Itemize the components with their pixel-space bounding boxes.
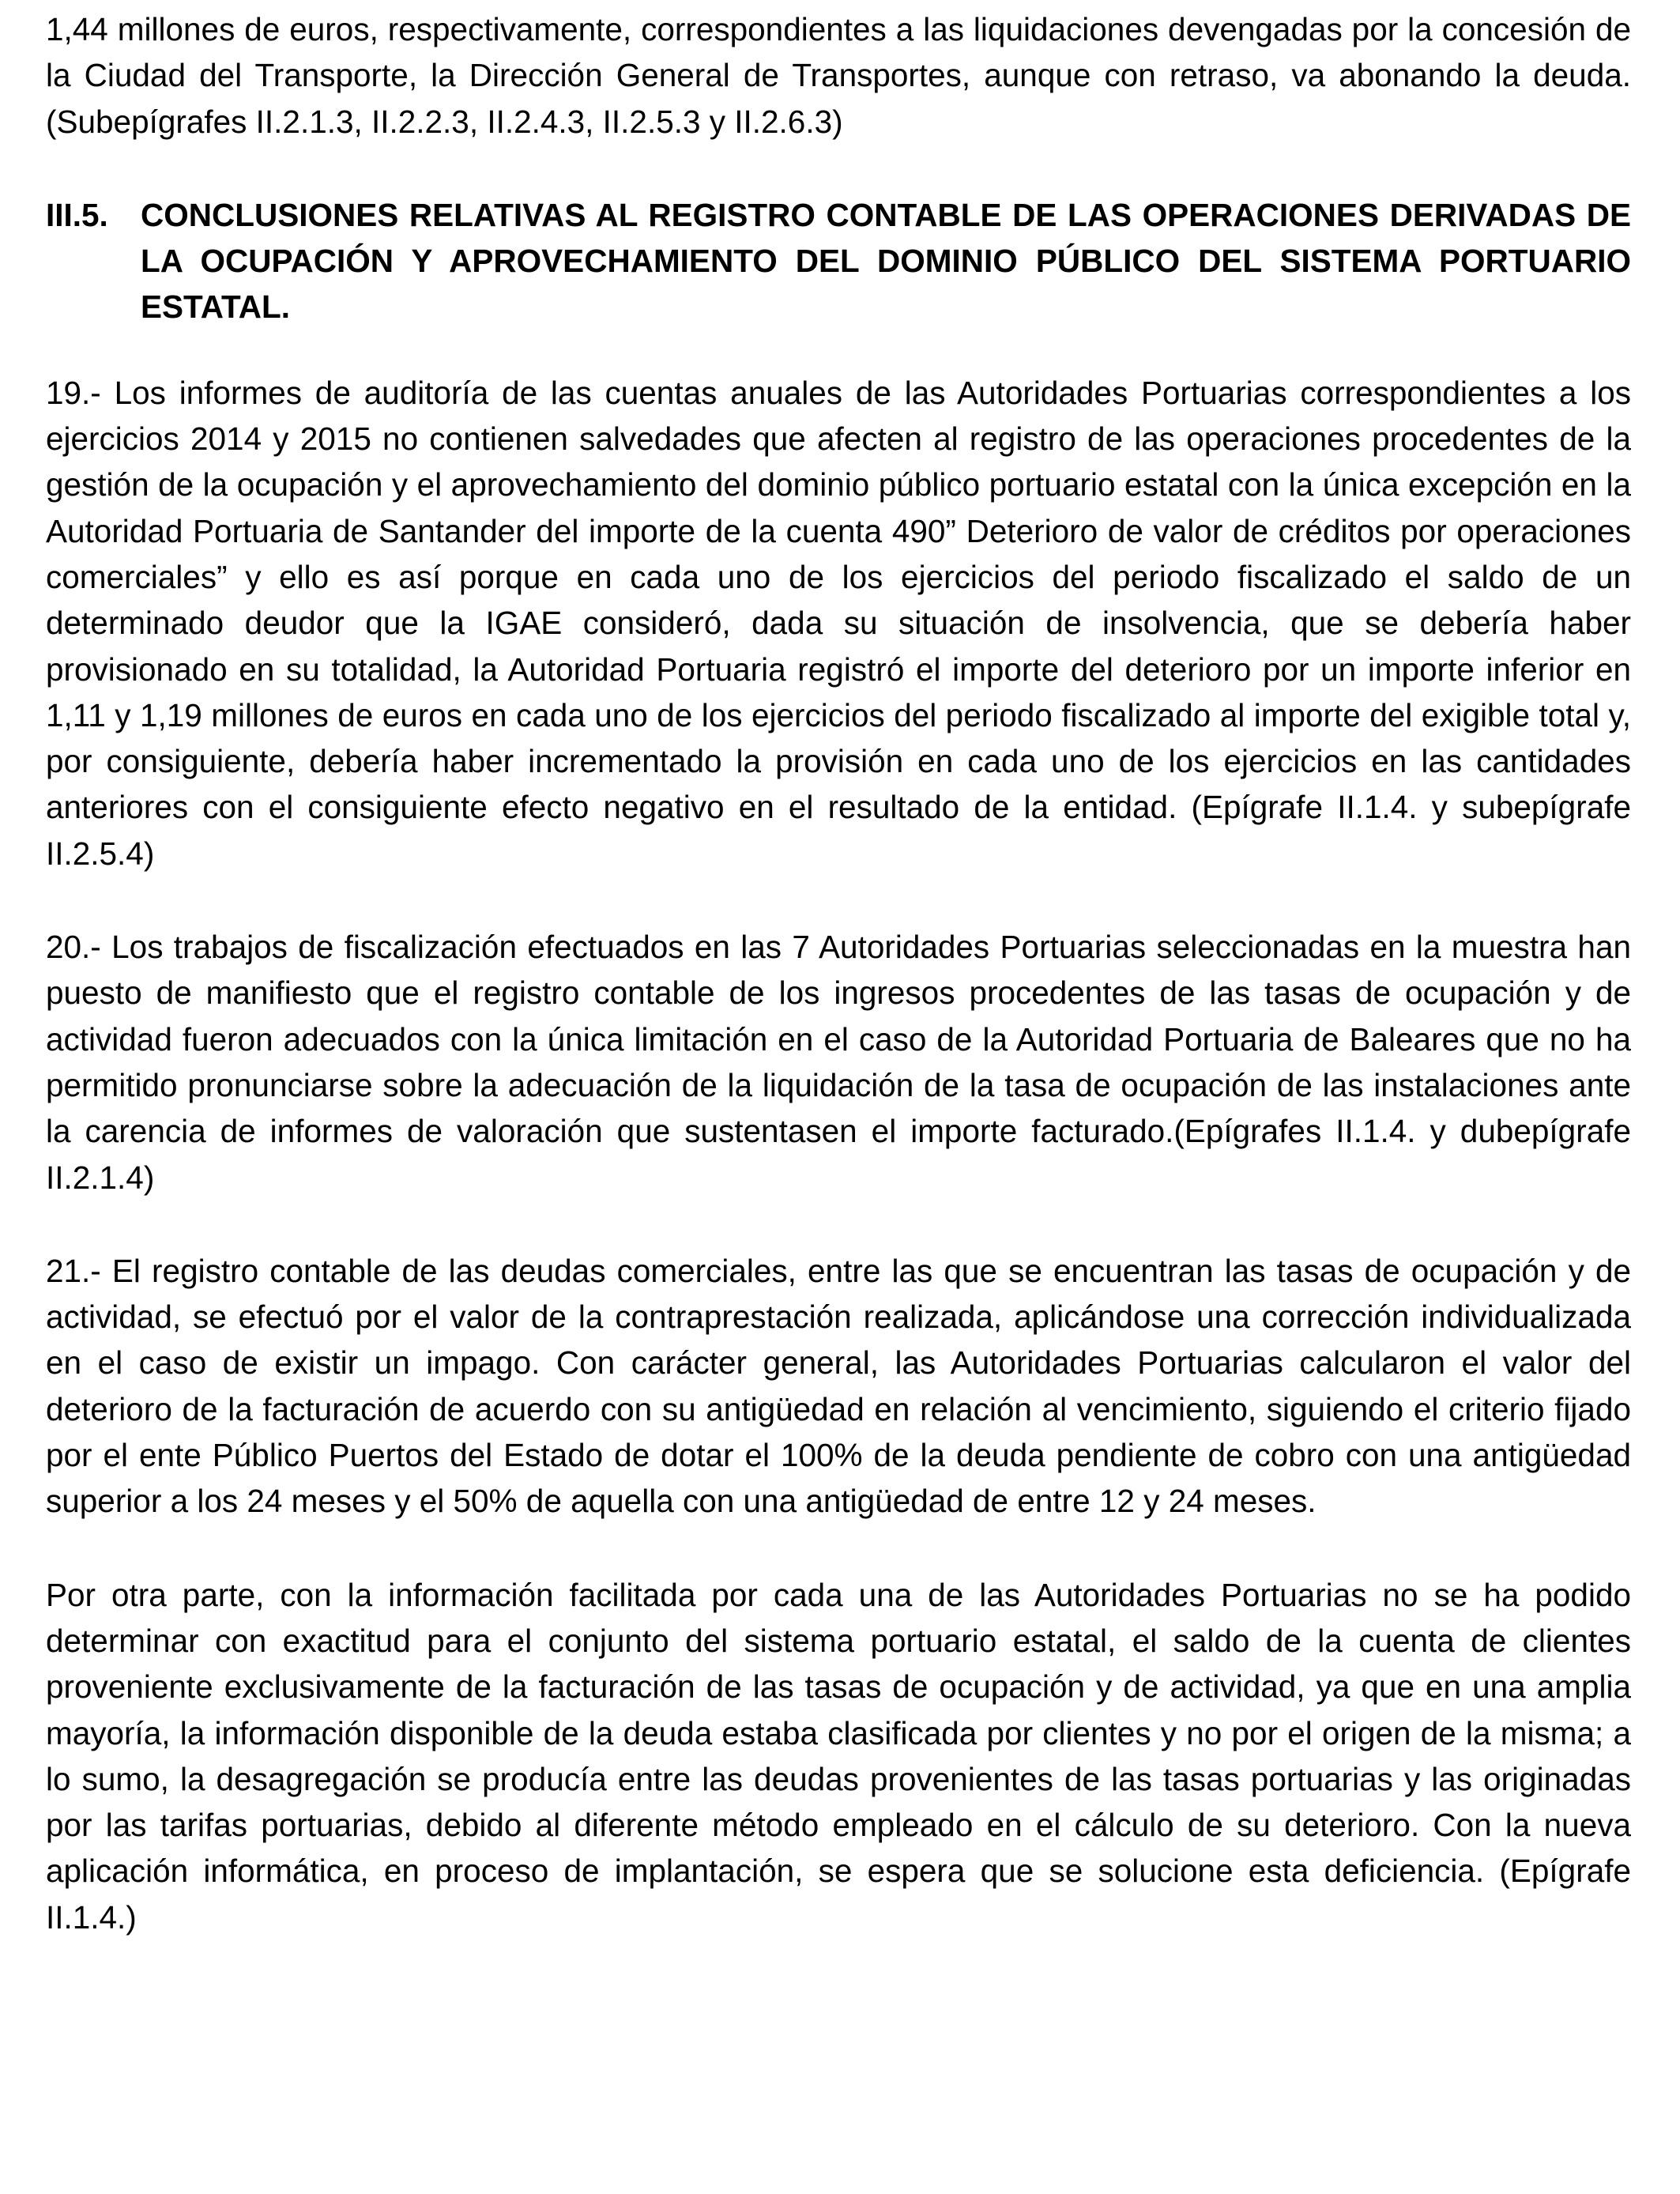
paragraph-20: 20.- Los trabajos de fiscalización efectuados en las 7 Autoridades Portuarias seleccionadas en la muestra han puesto de manifiesto que el registro contable de los ingresos procedentes de las tasas de ocupación y de actividad fueron adecuados con la única limitación en el caso de la Autoridad Portuaria de Baleares que no ha permitido pronunciarse sobre la adecuación de la liquidación de la tasa de ocupación de las instalaciones ante la carencia de informes de valoración que sustentasen el importe facturado.(Epígrafes II.1.4. y dubepígrafe II.2.1.4): [46, 929, 1631, 1196]
section-heading: [46, 192, 1631, 330]
section-number: III.5.: [46, 196, 108, 233]
paragraph-21: 21.- El registro contable de las deudas comerciales, entre las que se encuentran las tasas de ocupación y de actividad, se efectuó por el valor de la contraprestación realizada, aplicándose una corrección individualizada en el caso de existir un impago. Con carácter general, las Autoridades Portuarias calcularon el valor del deterioro de la facturación de acuerdo con su antigüedad en relación al vencimiento, siguiendo el criterio fijado por el ente Público Puertos del Estado de dotar el 100% de la deuda pendiente de cobro con una antigüedad superior a los 24 meses y el 50% de aquella con una antigüedad de entre 12 y 24 meses.: [46, 1252, 1631, 1520]
paragraph-21-continued: Por otra parte, con la información facilitada por cada una de las Autoridades Portuarias no se ha podido determinar con exactitud para el conjunto del sistema portuario estatal, el saldo de la cuenta de clientes proveniente exclusivamente de la facturación de las tasas de ocupación y de actividad, ya que en una amplia mayoría, la información disponible de la deuda estaba clasificada por clientes y no por el origen de la misma; a lo sumo, la desagregación se producía entre las deudas provenientes de las tasas portuarias y las originadas por las tarifas portuarias, debido al diferente método empleado en el cálculo de su deterioro. Con la nueva aplicación informática, en proceso de implantación, se espera que se solucione esta deficiencia. (Epígrafe II.1.4.): [46, 1576, 1631, 1936]
page-content: [46, 6, 1631, 1940]
section-title: CONCLUSIONES RELATIVAS AL REGISTRO CONTABLE DE LAS OPERACIONES DERIVADAS DE LA OCUPACIÓN Y APROVECHAMIENTO DEL DOMINIO PÚBLICO DEL SISTEMA PORTUARIO ESTATAL.: [141, 196, 1631, 326]
paragraph-continuation: 1,44 millones de euros, respectivamente, correspondientes a las liquidaciones devengadas por la concesión de la Ciudad del Transporte, la Dirección General de Transportes, aunque con retraso, va abonando la deuda. (Subepígrafes II.2.1.3, II.2.2.3, II.2.4.3, II.2.5.3 y II.2.6.3): [46, 11, 1631, 140]
paragraph-19: 19.- Los informes de auditoría de las cuentas anuales de las Autoridades Portuarias correspondientes a los ejercicios 2014 y 2015 no contienen salvedades que afecten al registro de las operaciones procedentes de la gestión de la ocupación y el aprovechamiento del dominio público portuario estatal con la única excepción en la Autoridad Portuaria de Santander del importe de la cuenta 490” Deterioro de valor de créditos por operaciones comerciales” y ello es así porque en cada uno de los ejercicios del periodo fiscalizado el saldo de un determinado deudor que la IGAE consideró, dada su situación de insolvencia, que se debería haber provisionado en su totalidad, la Autoridad Portuaria registró el importe del deterioro por un importe inferior en 1,11 y 1,19 millones de euros en cada uno de los ejercicios del periodo fiscalizado al importe del exigible total y, por consiguiente, debería haber incrementado la provisión en cada uno de los ejercicios en las cantidades anteriores con el consiguiente efecto negativo en el resultado de la entidad. (Epígrafe II.1.4. y subepígrafe II.2.5.4): [46, 374, 1631, 872]
